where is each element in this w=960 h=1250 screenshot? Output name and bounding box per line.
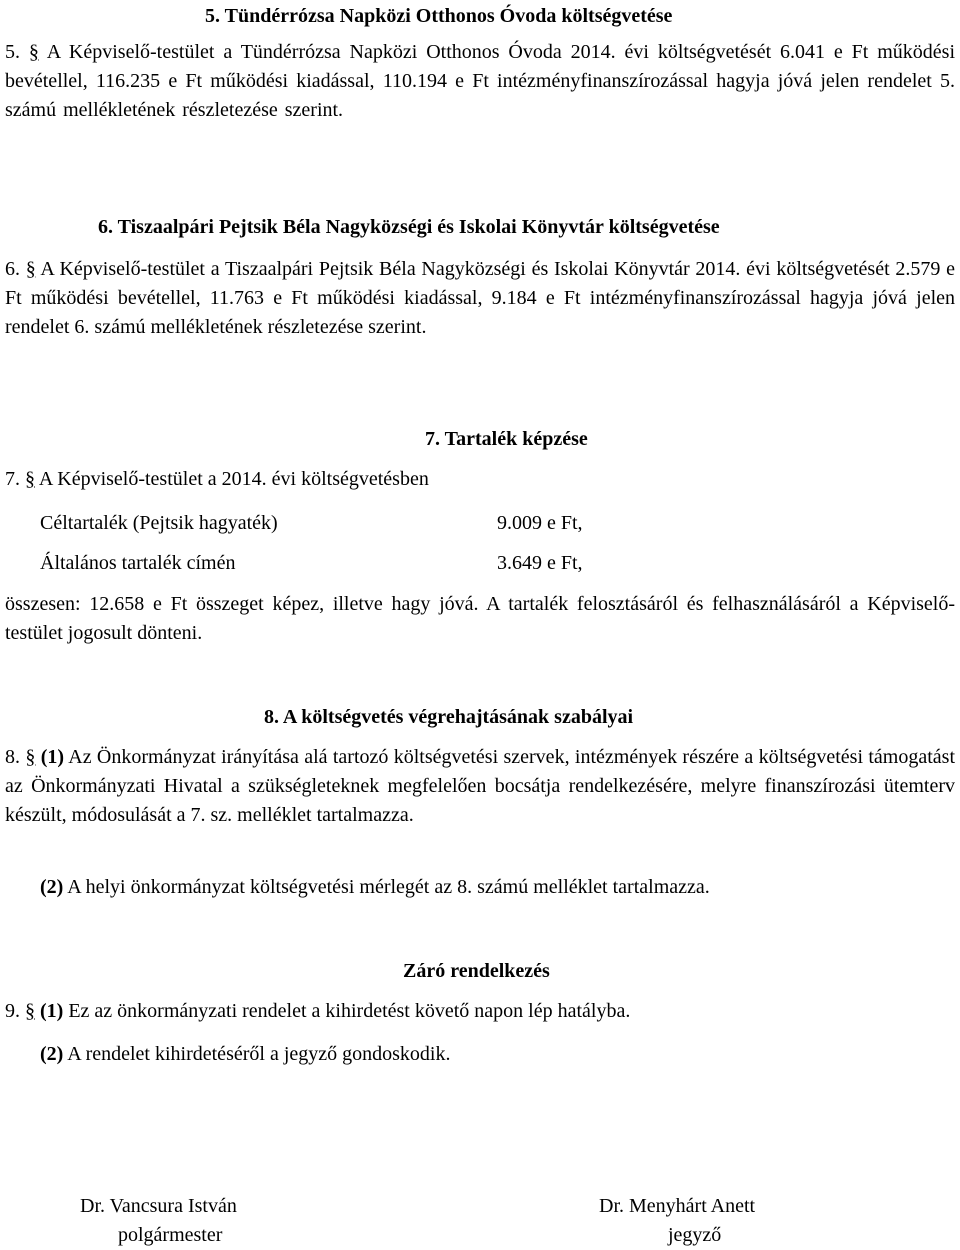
section-6-heading: 6. Tiszaalpári Pejtsik Béla Nagyközségi és Iskolai Könyvtár költségvetése — [98, 216, 720, 238]
closing-provisions-heading: Záró rendelkezés — [403, 960, 550, 982]
section-9-paragraph-2 — [40, 1040, 450, 1069]
paragraph-number: (1) — [40, 1000, 64, 1022]
paragraph-number: (2) — [40, 1043, 64, 1065]
paragraph-number: (2) — [40, 876, 64, 898]
section-7-intro-text: A Képviselő-testület a 2014. évi költségvetésben — [38, 468, 429, 490]
section-8-p1-text: Az Önkormányzat irányítása alá tartozó költségvetési szervek, intézmények részére a költségvetési támogatást az Önkormányzati Hivatal a szükségleteknek megfelelően bocsátja rendelkezésére, melyre finanszírozási ütemterv készült, módosulását a 7. sz. melléklet tartalmazza. — [5, 746, 956, 826]
section-5-paragraph — [5, 38, 955, 125]
section-6-number: 6. — [5, 258, 20, 280]
section-7-number: 7. — [5, 468, 20, 490]
mayor-name: Dr. Vancsura István — [80, 1195, 237, 1217]
section-7-intro — [5, 465, 429, 494]
section-9-sign: § — [25, 1000, 35, 1022]
section-6-paragraph — [5, 255, 955, 342]
section-7-heading: 7. Tartalék képzése — [425, 428, 588, 450]
reserve-label: Céltartalék (Pejtsik hagyaték) — [40, 512, 278, 534]
reserve-label: Általános tartalék címén — [40, 552, 236, 574]
reserve-amount: 3.649 e Ft, — [497, 552, 583, 574]
section-8-sign: § — [25, 746, 36, 768]
section-8-heading: 8. A költségvetés végrehajtásának szabályai — [264, 706, 634, 728]
notary-title: jegyző — [668, 1224, 722, 1246]
section-5-sign: § — [28, 41, 39, 63]
section-9-p1-text: Ez az önkormányzati rendelet a kihirdetést követő napon lép hatályba. — [68, 1000, 631, 1022]
section-5-text: A Képviselő-testület a Tündérrózsa Napközi Otthonos Óvoda 2014. évi költségvetését 6.041 e Ft működési bevétellel, 116.235 e Ft működési kiadással, 110.194 e Ft intézményfinanszírozással hagyja jóvá jelen rendelet 5. számú mellékletének részletezése szerint. — [5, 41, 956, 121]
section-6-text: A Képviselő-testület a Tiszaalpári Pejtsik Béla Nagyközségi és Iskolai Könyvtár 2014. évi költségvetését 2.579 e Ft működési bevétellel, 11.763 e Ft működési kiadással, 9.184 e Ft intézményfinanszírozással hagyja jóvá jelen rendelet 6. számú mellékletének részletezése szerint. — [5, 258, 955, 338]
section-9-p2-text: A rendelet kihirdetéséről a jegyző gondoskodik. — [67, 1043, 451, 1065]
section-6-sign: § — [25, 258, 36, 280]
section-8-paragraph-1 — [5, 743, 955, 830]
section-9-paragraph-1 — [5, 997, 630, 1026]
section-5-heading: 5. Tündérrózsa Napközi Otthonos Óvoda költségvetése — [205, 5, 673, 27]
notary-name: Dr. Menyhárt Anett — [599, 1195, 756, 1217]
section-8-paragraph-2 — [40, 873, 710, 902]
section-7-summary: összesen: 12.658 e Ft összeget képez, illetve hagy jóvá. A tartalék felosztásáról és felhasználásáról a Képviselő-testület jogosult dönteni. — [5, 593, 955, 644]
mayor-title: polgármester — [118, 1224, 223, 1246]
section-7-sign: § — [25, 468, 35, 490]
reserve-amount: 9.009 e Ft, — [497, 512, 583, 534]
paragraph-number: (1) — [40, 746, 65, 768]
section-5-number: 5. — [5, 41, 20, 63]
section-9-number: 9. — [5, 1000, 20, 1022]
section-8-number: 8. — [5, 746, 20, 768]
section-8-p2-text: A helyi önkormányzat költségvetési mérlegét az 8. számú melléklet tartalmazza. — [67, 876, 710, 898]
